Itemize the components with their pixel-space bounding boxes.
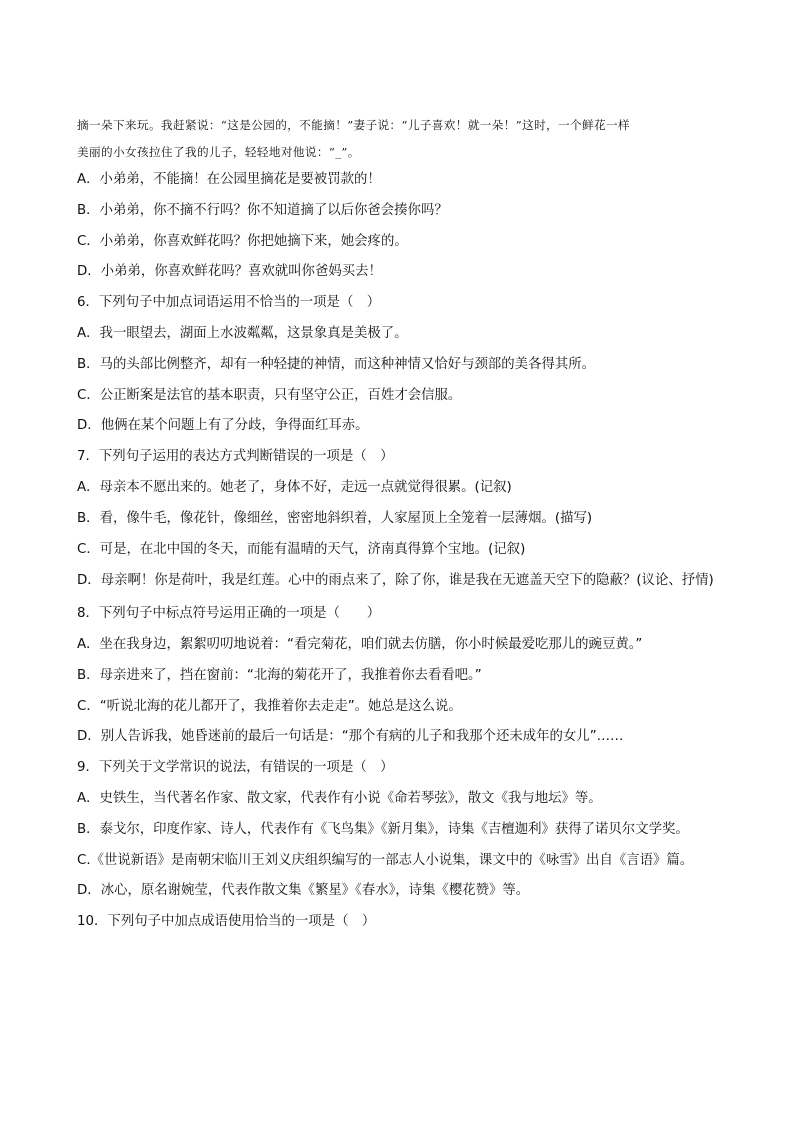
q8-stem: 8．下列句子中标点符号运用正确的一项是（ ） <box>77 606 381 622</box>
q6-stem: 6．下列句子中加点词语运用不恰当的一项是（ ） <box>77 295 381 311</box>
passage-line-1: 摘一朵下来玩。我赶紧说：“这是公园的，不能摘！”妻子说：“儿子喜欢！就一朵！”这时，一个鲜花一样 <box>77 118 631 132</box>
q9-option-a: A．史铁生，当代著名作家、散文家，代表作有小说《命若琴弦》，散文《我与地坛》等。 <box>77 790 602 806</box>
q5-option-a: A．小弟弟，不能摘！在公园里摘花是要被罚款的！ <box>77 172 381 187</box>
q8-option-d: D．别人告诉我，她昏迷前的最后一句话是：“那个有病的儿子和我那个还未成年的女儿”…… <box>77 729 624 745</box>
q6-option-b: B．马的头部比例整齐，却有一种轻捷的神情，而这种神情又恰好与颈部的美各得其所。 <box>77 356 596 372</box>
q8-option-a: A．坐在我身边，絮絮叨叨地说着：“看完菊花，咱们就去仿膳，你小时候最爱吃那儿的豌豆黄。” <box>77 636 643 652</box>
q8-option-b: B．母亲进来了，挡在窗前：“北海的菊花开了，我推着你去看看吧。” <box>77 667 482 683</box>
q7-option-a: A．母亲本不愿出来的。她老了，身体不好，走远一点就觉得很累。(记叙) <box>77 479 512 495</box>
q7-option-b: B．看，像牛毛，像花针，像细丝，密密地斜织着，人家屋顶上全笼着一层薄烟。(描写) <box>77 510 593 526</box>
q7-option-d: D．母亲啊！你是荷叶，我是红莲。心中的雨点来了，除了你，谁是我在无遮盖天空下的隐蔽？(议论、抒情) <box>77 573 714 589</box>
q5-option-b: B．小弟弟，你不摘不行吗？你不知道摘了以后你爸会揍你吗？ <box>77 202 448 218</box>
q9-option-b: B．泰戈尔，印度作家、诗人，代表作有《飞鸟集》《新月集》，诗集《吉檀迦利》获得了诺贝尔文学奖。 <box>77 821 689 837</box>
q5-option-d: D．小弟弟，你喜欢鲜花吗？喜欢就叫你爸妈买去！ <box>77 264 382 280</box>
q7-stem: 7．下列句子运用的表达方式判断错误的一项是（ ） <box>77 449 394 465</box>
q6-option-a: A．我一眼望去，湖面上水波粼粼，这景象真是美极了。 <box>77 325 408 341</box>
q9-stem: 9．下列关于文学常识的说法，有错误的一项是（ ） <box>77 760 394 776</box>
q10-stem: 10．下列句子中加点成语使用恰当的一项是（ ） <box>77 914 376 930</box>
q8-option-c: C．“听说北海的花儿都开了，我推着你去走走”。她总是这么说。 <box>77 698 462 714</box>
page-content <box>77 116 727 943</box>
q9-option-c: C.《世说新语》是南朝宋临川王刘义庆组织编写的一部志人小说集，课文中的《咏雪》出自《言语》篇。 <box>77 852 694 868</box>
passage-line-2: 美丽的小女孩拉住了我的儿子，轻轻地对他说：“_”。 <box>77 145 360 159</box>
q7-option-c: C．可是，在北中国的冬天，而能有温晴的天气，济南真得算个宝地。(记叙) <box>77 541 526 557</box>
q5-option-c: C．小弟弟，你喜欢鲜花吗？你把她摘下来，她会疼的。 <box>77 233 408 249</box>
q6-option-c: C．公正断案是法官的基本职责，只有坚守公正，百姓才会信服。 <box>77 387 462 403</box>
q6-option-d: D．他俩在某个问题上有了分歧，争得面红耳赤。 <box>77 418 369 434</box>
q9-option-d: D．冰心，原名谢婉莹，代表作散文集《繁星》《春水》，诗集《樱花赞》等。 <box>77 883 530 899</box>
